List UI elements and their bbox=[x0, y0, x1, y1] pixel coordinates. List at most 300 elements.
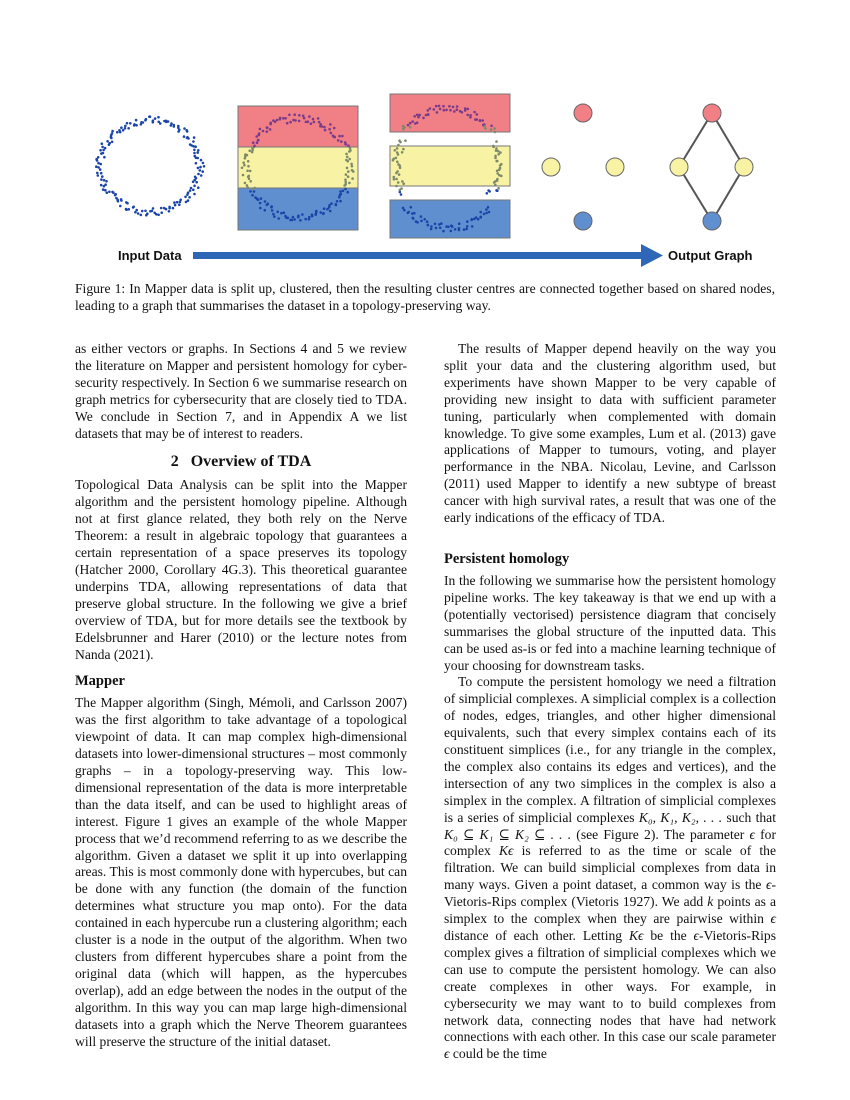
data-point bbox=[473, 218, 476, 221]
data-point bbox=[430, 228, 433, 231]
persistent-homology-heading: Persistent homology bbox=[444, 550, 570, 567]
data-point bbox=[125, 201, 128, 204]
data-point bbox=[302, 115, 305, 118]
data-point bbox=[188, 196, 191, 199]
data-point bbox=[479, 211, 482, 214]
data-point bbox=[266, 204, 269, 207]
data-point bbox=[293, 113, 296, 116]
filtration-text-8: distance of each other. Letting bbox=[444, 928, 629, 943]
section-heading bbox=[75, 453, 407, 471]
data-point bbox=[445, 225, 448, 228]
data-point bbox=[427, 109, 430, 112]
data-point bbox=[470, 219, 473, 222]
left-column bbox=[75, 341, 407, 1050]
data-point bbox=[311, 215, 314, 218]
data-point bbox=[102, 152, 105, 155]
data-point bbox=[466, 225, 469, 228]
data-point bbox=[269, 122, 272, 125]
mapper-heading: Mapper bbox=[75, 673, 125, 690]
data-point bbox=[454, 228, 457, 231]
data-point bbox=[279, 117, 282, 120]
filtration-paragraph bbox=[444, 674, 776, 1063]
data-point bbox=[439, 108, 442, 111]
overview-paragraph: Topological Data Analysis can be split into the Mapper algorithm and the persistent homology pipeline. Although not at first glance related, they both rely on the Nerve Theorem: a result in algebraic topology that guarantees a certain representation of a space preserves its topology (Hatcher 2000, Corollary 4G.3). This theoretical guarantee underpins TDA, allowing representations of data that preserve global structure. In the following we give a brief overview of TDA, but for more details see the textbook by Edelsbrunner and Harer (2010) or the lecture notes from Nanda (2021). bbox=[75, 477, 407, 662]
data-point bbox=[266, 127, 269, 130]
data-point bbox=[333, 127, 336, 130]
data-point bbox=[351, 165, 354, 168]
process-arrow-shaft bbox=[193, 252, 643, 259]
data-point bbox=[149, 115, 152, 118]
data-point bbox=[342, 190, 345, 193]
data-point bbox=[397, 144, 400, 147]
data-point bbox=[253, 187, 256, 190]
data-point bbox=[400, 187, 403, 190]
data-point bbox=[394, 149, 397, 152]
data-point bbox=[254, 196, 257, 199]
right-column bbox=[444, 341, 776, 1063]
data-point bbox=[403, 126, 406, 129]
data-point bbox=[494, 157, 497, 160]
data-point bbox=[333, 136, 336, 139]
data-point bbox=[420, 220, 423, 223]
data-point bbox=[442, 105, 445, 108]
data-point bbox=[473, 111, 476, 114]
data-point bbox=[193, 185, 196, 188]
data-point bbox=[339, 190, 342, 193]
cluster-node-blue bbox=[574, 212, 592, 230]
data-point bbox=[313, 121, 316, 124]
data-point bbox=[200, 174, 203, 177]
data-point bbox=[351, 177, 354, 180]
data-point bbox=[330, 132, 333, 135]
data-point bbox=[490, 128, 493, 131]
intro-paragraph: as either vectors or graphs. In Sections 4 and 5 we review the literature on Mapper and persistent homology for cyber-security respectively. In Section 6 we summarise research on graph metrics for cybersecurity that are closely tied to TDA. We conclude in Section 7, and in Appendix A we list datasets that may be of interest to readers. bbox=[75, 341, 407, 441]
data-point bbox=[124, 127, 127, 130]
data-point bbox=[154, 117, 157, 120]
data-point bbox=[308, 218, 311, 221]
data-point bbox=[195, 162, 198, 165]
data-point bbox=[442, 230, 445, 233]
data-point bbox=[310, 122, 313, 125]
data-point bbox=[264, 200, 267, 203]
data-point bbox=[429, 107, 432, 110]
data-point bbox=[398, 173, 401, 176]
data-point bbox=[393, 176, 396, 179]
data-point bbox=[111, 130, 114, 133]
data-point bbox=[481, 119, 484, 122]
section-title: Overview of TDA bbox=[190, 453, 312, 471]
data-point bbox=[100, 178, 103, 181]
data-point bbox=[336, 200, 339, 203]
data-point bbox=[443, 109, 446, 112]
data-point bbox=[193, 152, 196, 155]
cover-band-yellow bbox=[238, 147, 358, 189]
data-point bbox=[303, 117, 306, 120]
data-point bbox=[173, 125, 176, 128]
data-point bbox=[174, 204, 177, 207]
data-point bbox=[348, 182, 351, 185]
data-point bbox=[284, 215, 287, 218]
data-point bbox=[199, 166, 202, 169]
data-point bbox=[487, 189, 490, 192]
data-point bbox=[346, 156, 349, 159]
data-point bbox=[304, 218, 307, 221]
data-point bbox=[496, 160, 499, 163]
data-point bbox=[249, 180, 252, 183]
data-point bbox=[264, 209, 267, 212]
data-point bbox=[122, 129, 125, 132]
data-point bbox=[407, 212, 410, 215]
data-point bbox=[193, 136, 196, 139]
data-point bbox=[100, 172, 103, 175]
data-point bbox=[197, 186, 200, 189]
data-point bbox=[347, 170, 350, 173]
data-point bbox=[96, 172, 99, 175]
data-point bbox=[483, 213, 486, 216]
data-point bbox=[400, 193, 403, 196]
data-point bbox=[328, 128, 331, 131]
cover-band-red bbox=[238, 106, 358, 148]
math-k-epsilon: Kϵ bbox=[498, 843, 514, 859]
data-point bbox=[456, 105, 459, 108]
data-point bbox=[479, 119, 482, 122]
filtration-text-7: points as a simplex to the complex when they are pairwise within bbox=[444, 894, 776, 927]
filtration-text-5: is referred to as the time or scale of the filtration. We can build simplicial complexes from data in many ways. Given a point dataset, a common way is the bbox=[444, 843, 776, 893]
data-point bbox=[128, 208, 131, 211]
data-point bbox=[448, 105, 451, 108]
data-point bbox=[343, 184, 346, 187]
data-point bbox=[347, 175, 350, 178]
math-subset-chain: K₀ ⊆ K₁ ⊆ K₂ ⊆ . . . bbox=[444, 826, 572, 842]
data-point bbox=[193, 193, 196, 196]
data-point bbox=[145, 214, 148, 217]
data-point bbox=[118, 129, 121, 132]
filtration-text-2: such that bbox=[722, 809, 776, 825]
filtration-text-11: could be the time bbox=[449, 1046, 547, 1062]
data-point bbox=[110, 137, 113, 140]
data-point bbox=[194, 145, 197, 148]
data-point bbox=[192, 181, 195, 184]
data-point bbox=[449, 109, 452, 112]
data-point bbox=[323, 207, 326, 210]
data-point bbox=[324, 129, 327, 132]
data-point bbox=[497, 153, 500, 156]
data-point bbox=[403, 209, 406, 212]
data-point bbox=[111, 191, 114, 194]
data-point bbox=[495, 140, 498, 143]
graph-node-blue bbox=[703, 212, 721, 230]
data-point bbox=[467, 108, 470, 111]
data-point bbox=[347, 160, 350, 163]
data-point bbox=[149, 210, 152, 213]
data-point bbox=[129, 122, 132, 125]
data-point bbox=[323, 126, 326, 129]
data-point bbox=[249, 170, 252, 173]
filtration-text-9: be the bbox=[643, 928, 694, 943]
data-point bbox=[160, 211, 163, 214]
data-point bbox=[344, 188, 347, 191]
data-point bbox=[135, 119, 138, 122]
data-point bbox=[255, 135, 258, 138]
math-complex-series: K₀, K₁, K₂, . . . bbox=[638, 809, 723, 825]
data-point bbox=[152, 121, 155, 124]
data-point bbox=[433, 108, 436, 111]
data-point bbox=[430, 225, 433, 228]
data-point bbox=[244, 153, 247, 156]
data-point bbox=[348, 158, 351, 161]
filtration-text-4: for complex bbox=[444, 826, 776, 859]
data-point bbox=[483, 125, 486, 128]
data-point bbox=[276, 119, 279, 122]
data-point bbox=[244, 182, 247, 185]
data-point bbox=[436, 111, 439, 114]
data-point bbox=[202, 162, 205, 165]
data-point bbox=[425, 114, 428, 117]
data-point bbox=[488, 211, 491, 214]
data-point bbox=[344, 178, 347, 181]
data-point bbox=[197, 167, 200, 170]
data-point bbox=[247, 165, 250, 168]
data-point bbox=[418, 114, 421, 117]
data-point bbox=[350, 163, 353, 166]
data-point bbox=[401, 151, 404, 154]
data-point bbox=[493, 181, 496, 184]
data-point bbox=[465, 228, 468, 231]
data-point bbox=[203, 165, 206, 168]
data-point bbox=[352, 170, 355, 173]
data-point bbox=[469, 116, 472, 119]
data-point bbox=[496, 170, 499, 173]
data-point bbox=[127, 127, 130, 130]
data-point bbox=[192, 140, 195, 143]
data-point bbox=[189, 189, 192, 192]
data-point bbox=[411, 120, 414, 123]
data-point bbox=[248, 175, 251, 178]
data-point bbox=[120, 198, 123, 201]
results-paragraph: The results of Mapper depend heavily on the way you split your data and the clustering algorithm used, but experiments have shown Mapper to be very capable of providing new insight to data with sufficient parameter tuning, particularly when complemented with domain knowledge. To give some examples, Lum et al. (2013) gave applications of Mapper to tumours, voting, and player performance in the NBA. Nicolau, Levine, and Carlsson (2011) used Mapper to identify a new subtype of breast cancer with high survival rates, a result that was one of the early indications of the efficacy of TDA. bbox=[444, 341, 776, 526]
data-point bbox=[253, 145, 256, 148]
data-point bbox=[493, 127, 496, 130]
data-point bbox=[125, 208, 128, 211]
data-point bbox=[329, 123, 332, 126]
data-point bbox=[463, 228, 466, 231]
data-point bbox=[124, 125, 127, 128]
data-point bbox=[104, 147, 107, 150]
data-point bbox=[168, 207, 171, 210]
data-point bbox=[423, 218, 426, 221]
data-point bbox=[435, 227, 438, 230]
data-point bbox=[101, 175, 104, 178]
math-epsilon: ϵ bbox=[444, 1046, 450, 1062]
data-point bbox=[99, 149, 102, 152]
data-point bbox=[97, 162, 100, 165]
data-point bbox=[193, 149, 196, 152]
data-point bbox=[157, 214, 160, 217]
data-point bbox=[273, 215, 276, 218]
data-point bbox=[487, 206, 490, 209]
output-graph-label: Output Graph bbox=[668, 248, 753, 263]
data-point bbox=[485, 212, 488, 215]
data-point bbox=[258, 132, 261, 135]
split-band-blue bbox=[390, 200, 510, 238]
data-point bbox=[260, 197, 263, 200]
data-point bbox=[500, 175, 503, 178]
data-point bbox=[199, 169, 202, 172]
data-point bbox=[321, 125, 324, 128]
data-point bbox=[347, 144, 350, 147]
data-point bbox=[119, 205, 122, 208]
data-point bbox=[458, 222, 461, 225]
data-point bbox=[329, 210, 332, 213]
data-point bbox=[185, 201, 188, 204]
data-point bbox=[317, 117, 320, 120]
data-point bbox=[298, 114, 301, 117]
data-point bbox=[196, 157, 199, 160]
data-point bbox=[104, 183, 107, 186]
data-point bbox=[170, 124, 173, 127]
data-point bbox=[142, 121, 145, 124]
data-point bbox=[307, 120, 310, 123]
data-point bbox=[499, 164, 502, 167]
filtration-text-1: To compute the persistent homology we need a filtration of simplicial complexes. A simplicial complex is a collection of nodes, edges, triangles, and other higher dimensional equivalents, such that every simplex contains each of its constituent simplices (i.e., for any triangle in the complex, the complex also contains its edges and vertices), and the intersection of any two simplices in the complex is also a simplex in the complex. A filtration of simplicial complexes is a series of simplicial complexes bbox=[444, 674, 776, 825]
cluster-node-yellow-right bbox=[606, 158, 624, 176]
data-point bbox=[322, 213, 325, 216]
data-point bbox=[494, 184, 497, 187]
data-point bbox=[144, 210, 147, 213]
data-point bbox=[200, 159, 203, 162]
filtration-text-6: -Vietoris-Rips complex (Vietoris 1927). We add bbox=[444, 877, 776, 910]
data-point bbox=[99, 168, 102, 171]
data-point bbox=[274, 120, 277, 123]
data-point bbox=[259, 202, 262, 205]
data-point bbox=[476, 113, 479, 116]
data-point bbox=[404, 139, 407, 142]
data-point bbox=[277, 217, 280, 220]
data-point bbox=[280, 212, 283, 215]
data-point bbox=[397, 163, 400, 166]
graph-node-yellow-right bbox=[735, 158, 753, 176]
data-point bbox=[320, 211, 323, 214]
data-point bbox=[338, 196, 341, 199]
data-point bbox=[177, 130, 180, 133]
data-point bbox=[106, 191, 109, 194]
data-point bbox=[137, 212, 140, 215]
filtration-text-10: -Vietoris-Rips complex gives a filtration of simplicial complexes which we can use to compute the persistent homology. We can also create complexes in other ways. For example, in cybersecurity we may want to to build complexes from network data, connecting nodes that have had network connections with each other. In this case our scale parameter bbox=[444, 928, 776, 1045]
output-graph-edges bbox=[679, 113, 744, 221]
data-point bbox=[345, 143, 348, 146]
data-point bbox=[341, 135, 344, 138]
input-data-label: Input Data bbox=[118, 248, 182, 263]
data-point bbox=[330, 202, 333, 205]
data-point bbox=[466, 114, 469, 117]
data-point bbox=[298, 120, 301, 123]
data-point bbox=[145, 118, 148, 121]
data-point bbox=[102, 188, 105, 191]
data-point bbox=[167, 120, 170, 123]
data-point bbox=[438, 223, 441, 226]
data-point bbox=[179, 201, 182, 204]
data-point bbox=[184, 196, 187, 199]
data-point bbox=[450, 224, 453, 227]
data-point bbox=[159, 122, 162, 125]
data-point bbox=[409, 122, 412, 125]
data-point bbox=[294, 119, 297, 122]
data-point bbox=[201, 170, 204, 173]
data-point bbox=[397, 181, 400, 184]
data-point bbox=[410, 206, 413, 209]
data-point bbox=[108, 142, 111, 145]
data-point bbox=[242, 161, 245, 164]
math-k: k bbox=[707, 894, 714, 910]
data-point bbox=[141, 210, 144, 213]
data-point bbox=[348, 150, 351, 153]
data-point bbox=[116, 131, 119, 134]
data-point bbox=[173, 201, 176, 204]
data-point bbox=[346, 191, 349, 194]
data-point bbox=[257, 139, 260, 142]
data-point bbox=[152, 207, 155, 210]
math-epsilon: ϵ bbox=[765, 877, 772, 893]
data-point bbox=[168, 210, 171, 213]
data-point bbox=[412, 217, 415, 220]
data-point bbox=[262, 130, 265, 133]
data-point bbox=[276, 211, 279, 214]
data-point bbox=[111, 132, 114, 135]
data-point bbox=[115, 197, 118, 200]
data-point bbox=[293, 218, 296, 221]
data-point bbox=[490, 125, 493, 128]
data-point bbox=[289, 219, 292, 222]
data-point bbox=[157, 116, 160, 119]
data-point bbox=[105, 180, 108, 183]
data-point bbox=[197, 173, 200, 176]
math-k-epsilon: Kϵ bbox=[628, 928, 644, 943]
data-point bbox=[415, 220, 418, 223]
data-point bbox=[178, 203, 181, 206]
filtration-text-3: (see Figure 2). The parameter bbox=[571, 826, 750, 842]
data-point bbox=[337, 139, 340, 142]
data-point bbox=[195, 181, 198, 184]
data-point bbox=[411, 212, 414, 215]
data-point bbox=[445, 109, 448, 112]
data-point bbox=[140, 214, 143, 217]
math-epsilon: ϵ bbox=[770, 911, 776, 927]
data-point bbox=[438, 105, 441, 108]
data-point bbox=[289, 121, 292, 124]
data-point bbox=[458, 229, 461, 232]
data-point bbox=[401, 180, 404, 183]
data-point bbox=[308, 115, 311, 118]
data-point bbox=[101, 146, 104, 149]
data-point bbox=[192, 189, 195, 192]
data-point bbox=[132, 206, 135, 209]
cluster-node-yellow-left bbox=[542, 158, 560, 176]
data-point bbox=[190, 187, 193, 190]
data-point bbox=[135, 124, 138, 127]
ph-intro-paragraph: In the following we summarise how the persistent homology pipeline works. The key takeaway is that we end up with a (potentially vectorised) persistence diagram that concisely summarises the global structure of the inputted data. This can be used as-is or fed into a machine learning technique of your choosing for downstream tasks. bbox=[444, 572, 776, 673]
data-point bbox=[396, 161, 399, 164]
data-point bbox=[461, 111, 464, 114]
data-point bbox=[251, 194, 254, 197]
data-point bbox=[126, 122, 129, 125]
data-point bbox=[186, 130, 189, 133]
data-point bbox=[335, 204, 338, 207]
input-data-point-cloud bbox=[95, 115, 205, 216]
data-point bbox=[246, 170, 249, 173]
data-point bbox=[396, 151, 399, 154]
data-point bbox=[251, 187, 254, 190]
data-point bbox=[486, 192, 489, 195]
